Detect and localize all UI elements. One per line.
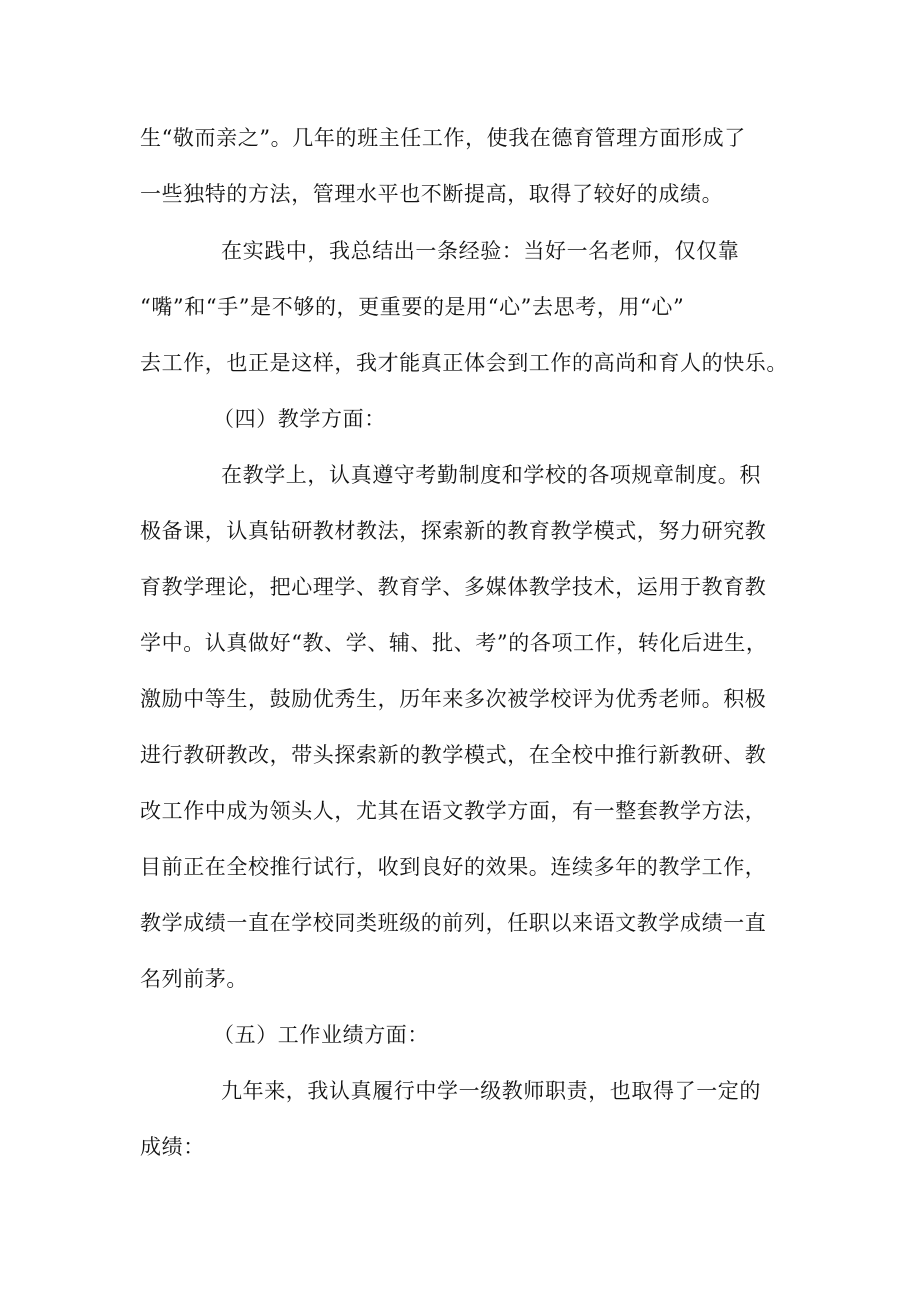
paragraph-line: 教学成绩一直在学校同类班级的前列，任职以来语文教学成绩一直	[140, 911, 767, 935]
paragraph-line: 极备课，认真钻研教材教法，探索新的教育教学模式，努力研究教	[140, 519, 767, 543]
section-heading: （五）工作业绩方面：	[213, 1023, 429, 1047]
paragraph-line: 在实践中，我总结出一条经验：当好一名老师，仅仅靠	[221, 239, 740, 263]
paragraph-line: 学中。认真做好“教、学、辅、批、考”的各项工作，转化后进生，	[140, 631, 768, 655]
paragraph-line: 在教学上，认真遵守考勤制度和学校的各项规章制度。积	[221, 463, 761, 487]
paragraph-line: 一些独特的方法，管理水平也不断提高，取得了较好的成绩。	[140, 182, 724, 206]
paragraph-line: 生“敬而亲之”。几年的班主任工作，使我在德育管理方面形成了	[140, 126, 746, 150]
paragraph-line: 去工作，也正是这样，我才能真正体会到工作的高尚和育人的快乐。	[140, 351, 788, 375]
paragraph-line: 目前正在全校推行试行，收到良好的效果。连续多年的教学工作，	[140, 855, 767, 879]
section-heading: （四）教学方面：	[213, 407, 386, 431]
paragraph-line: 育教学理论，把心理学、教育学、多媒体教学技术，运用于教育教	[140, 575, 767, 599]
paragraph-line: 九年来，我认真履行中学一级教师职责，也取得了一定的	[221, 1079, 761, 1103]
paragraph-line: 名列前茅。	[140, 967, 248, 991]
paragraph-line: 进行教研教改，带头探索新的教学模式，在全校中推行新教研、教	[140, 743, 767, 767]
paragraph-line: 改工作中成为领头人，尤其在语文教学方面，有一整套教学方法，	[140, 799, 767, 823]
paragraph-line: 激励中等生，鼓励优秀生，历年来多次被学校评为优秀老师。积极	[140, 687, 767, 711]
paragraph-line: “嘴”和“手”是不够的，更重要的是用“心”去思考，用“心”	[140, 295, 685, 319]
paragraph-line: 成绩：	[140, 1135, 205, 1159]
